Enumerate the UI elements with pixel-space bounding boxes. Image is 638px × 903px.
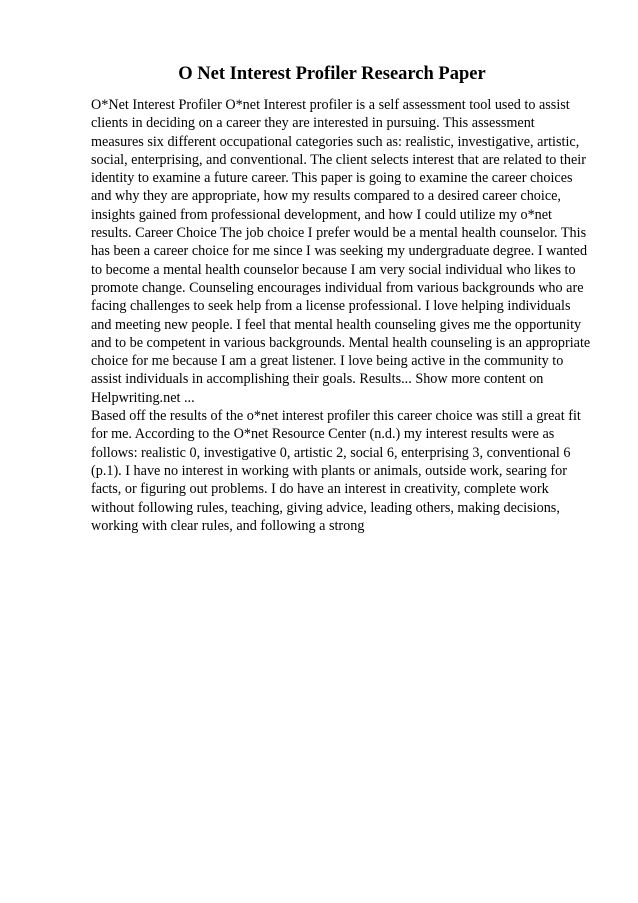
paragraph-2: Based off the results of the o*net interest profiler this career choice was still a great fit for me. According to the O*net Resource Center (n.d.) my interest results were as follows: realistic 0, investigative 0, artistic 2, social 6, enterprising 3, conventional 6 (p.1). I have no interest in working with plants or animals, outside work, searing for facts, or figuring out problems. I do have an interest in creativity, complete work without following rules, teaching, giving advice, leading others, making decisions, working with clear rules, and following a strong [91,408,581,534]
page-title: O Net Interest Profiler Research Paper [178,64,486,84]
document-body [91,96,591,535]
paragraph-1: O*Net Interest Profiler O*net Interest profiler is a self assessment tool used to assist clients in deciding on a career they are interested in pursuing. This assessment measures six different occupational categories such as: realistic, investigative, artistic, social, enterprising, and conventional. The client selects interest that are related to their identity to examine a future career. This paper is going to examine the career choices and why they are appropriate, how my results compared to a desired career choice, insights gained from professional development, and how I could utilize my o*net results. Career Choice The job choice I prefer would be a mental health counselor. This has been a career choice for me since I was seeking my undergraduate degree. I wanted to become a mental health counselor because I am very social individual who likes to promote change. Counseling encourages individual from various backgrounds who are facing challenges to seek help from a license professional. I love helping individuals and meeting new people. I feel that mental health counseling gives me the opportunity and to be competent in various backgrounds. Mental health counseling is an appropriate choice for me because I am a great listener. I love being active in the community to assist individuals in accomplishing their goals. Results... Show more content on Helpwriting.net ... [91,97,591,406]
